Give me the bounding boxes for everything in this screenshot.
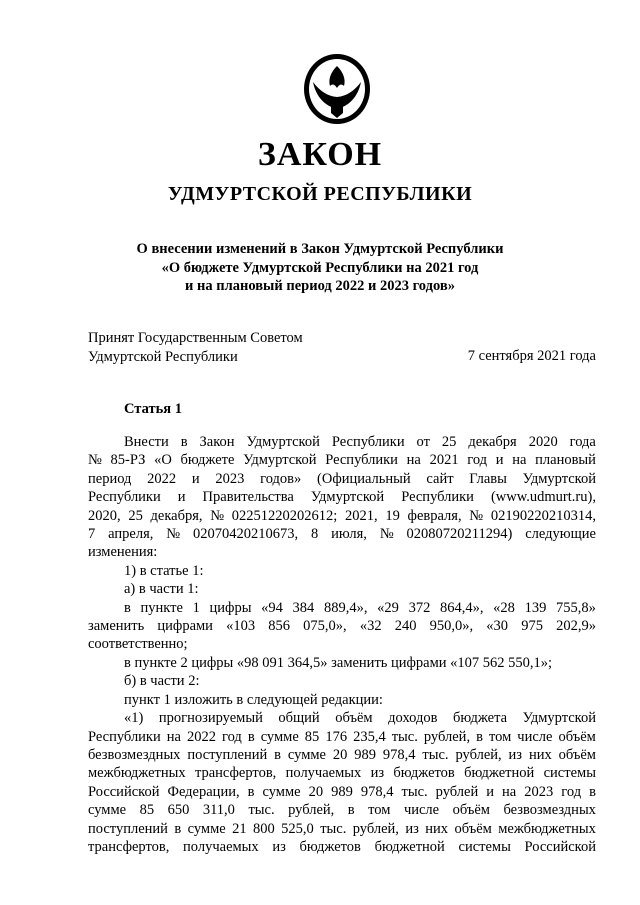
body-line: № 85-РЗ «О бюджете Удмуртской Республики на 2021 год и на плановый: [88, 452, 596, 469]
body-line: Республики и Правительства Удмуртской Республики (www.udmurt.ru),: [88, 489, 596, 506]
body-line: заменить цифрами «103 856 075,0», «32 240 950,0», «30 975 202,9»: [88, 618, 596, 635]
body-line: Республики на 2022 год в сумме 85 176 235,4 тыс. рублей, в том числе объём: [88, 728, 596, 745]
body-line: в пункте 2 цифры «98 091 364,5» заменить цифрами «107 562 550,1»;: [124, 654, 553, 671]
adopted-date: 7 сентября 2021 года: [467, 348, 596, 364]
law-subtitle: УДМУРТСКОЙ РЕСПУБЛИКИ: [167, 183, 473, 205]
law-heading: [0, 240, 640, 296]
article-heading: Статья 1: [124, 401, 182, 417]
body-line: межбюджетных трансфертов, получаемых из бюджетов бюджетной системы: [88, 765, 596, 782]
body-line: соответственно;: [88, 636, 188, 653]
body-line: 1) в статье 1:: [124, 562, 204, 579]
body-line: пункт 1 изложить в следующей редакции:: [124, 691, 383, 708]
body-line: б) в части 2:: [124, 673, 200, 690]
adopted-by-line: Принят Государственным Советом: [88, 330, 303, 346]
body-line: а) в части 1:: [124, 581, 199, 598]
body-line: безвозмездных поступлений в сумме 20 989 978,4 тыс. рублей, из них объём: [88, 746, 596, 763]
adopted-by-line: Удмуртской Республики: [88, 348, 238, 365]
law-body-text: [88, 433, 596, 856]
body-line: сумме 85 650 311,0 тыс. рублей, в том числе объём безвозмездных: [88, 802, 596, 819]
body-line: трансфертов, получаемых из бюджетов бюджетной системы Российской: [88, 838, 596, 855]
body-line: 2020, 25 декабря, № 02251220202612; 2021, 19 февраля, № 02190220210314,: [88, 507, 596, 524]
body-line: в пункте 1 цифры «94 384 889,4», «29 372 864,4», «28 139 755,8»: [124, 599, 596, 616]
coat-of-arms-emblem: [302, 52, 372, 126]
body-line: «1) прогнозируемый общий объём доходов бюджета Удмуртской: [124, 710, 596, 727]
law-title: ЗАКОН: [257, 136, 383, 173]
body-line: 7 апреля, № 02070420210673, 8 июля, № 02080720211294) следующие: [88, 526, 596, 543]
adopted-by: [88, 329, 303, 366]
heading-line: и на плановый период 2022 и 2023 годов»: [185, 278, 455, 294]
body-line: изменения:: [88, 544, 158, 561]
body-line: Внести в Закон Удмуртской Республики от 25 декабря 2020 года: [124, 434, 596, 450]
body-line: Российской Федерации, в сумме 20 989 978,4 тыс. рублей и на 2023 год в: [88, 783, 596, 800]
body-line: поступлений в сумме 21 800 525,0 тыс. рублей, из них объём межбюджетных: [88, 820, 596, 837]
heading-line: О внесении изменений в Закон Удмуртской Республики: [136, 241, 504, 257]
heading-line: «О бюджете Удмуртской Республики на 2021 год: [161, 259, 479, 276]
body-line: период 2022 и 2023 годов» (Официальный сайт Главы Удмуртской: [88, 470, 596, 487]
